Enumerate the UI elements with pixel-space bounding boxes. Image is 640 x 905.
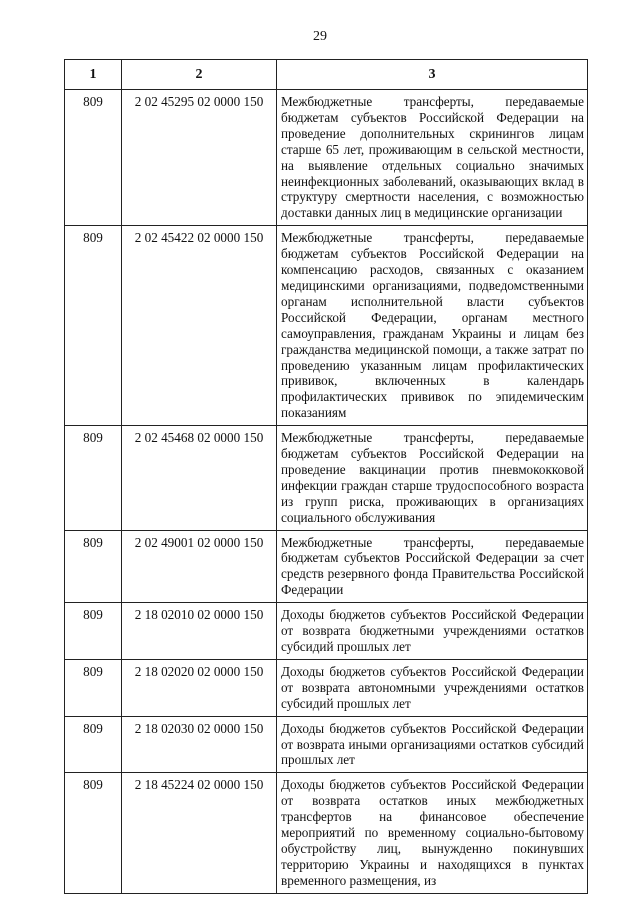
income-description: Межбюджетные трансферты, передаваемые бюджетам субъектов Российской Федерации за счет средств резервного фонда Правительства Российской Федерации — [277, 530, 588, 603]
table-row — [65, 603, 588, 660]
classification-code: 2 02 45468 02 0000 150 — [122, 426, 277, 530]
table-row — [65, 773, 588, 893]
admin-code: 809 — [65, 426, 122, 530]
income-description: Доходы бюджетов субъектов Российской Федерации от возврата иными организациями остатков субсидий прошлых лет — [277, 716, 588, 773]
admin-code: 809 — [65, 659, 122, 716]
page-number: 29 — [313, 29, 327, 44]
table-header-row — [65, 60, 588, 90]
classification-code: 2 02 45295 02 0000 150 — [122, 90, 277, 226]
header-col-2: 2 — [122, 60, 277, 90]
header-col-1: 1 — [65, 60, 122, 90]
classification-code: 2 18 02030 02 0000 150 — [122, 716, 277, 773]
classification-code: 2 18 02020 02 0000 150 — [122, 659, 277, 716]
income-description: Доходы бюджетов субъектов Российской Федерации от возврата автономными учреждениями остатков субсидий прошлых лет — [277, 659, 588, 716]
admin-code: 809 — [65, 716, 122, 773]
classification-code: 2 02 49001 02 0000 150 — [122, 530, 277, 603]
admin-code: 809 — [65, 90, 122, 226]
table-row — [65, 716, 588, 773]
income-description: Доходы бюджетов субъектов Российской Федерации от возврата остатков иных межбюджетных трансфертов на финансовое обеспечение мероприятий по временному социально-бытовому обустройству лиц, вынужденно покинувших территорию Украины и находящихся в пунктах временного размещения, из — [277, 773, 588, 893]
admin-code: 809 — [65, 603, 122, 660]
admin-code: 809 — [65, 530, 122, 603]
classification-code: 2 02 45422 02 0000 150 — [122, 226, 277, 426]
table-row — [65, 530, 588, 603]
income-description: Доходы бюджетов субъектов Российской Федерации от возврата бюджетными учреждениями остатков субсидий прошлых лет — [277, 603, 588, 660]
header-col-3: 3 — [277, 60, 588, 90]
admin-code: 809 — [65, 773, 122, 893]
income-description: Межбюджетные трансферты, передаваемые бюджетам субъектов Российской Федерации на проведение дополнительных скринингов лицам старше 65 лет, проживающим в сельской местности, на выявление отдельных социально значимых неинфекционных заболеваний, оказывающих вклад в структуру смертности населения, с возможностью доставки данных лиц в медицинские организации — [277, 90, 588, 226]
table-row — [65, 226, 588, 426]
table-row — [65, 659, 588, 716]
admin-code: 809 — [65, 226, 122, 426]
table-row — [65, 426, 588, 530]
income-description: Межбюджетные трансферты, передаваемые бюджетам субъектов Российской Федерации на компенсацию расходов, связанных с оказанием медицинскими организациями, подведомственными органам исполнительной власти субъектов Российской Федерации, органам местного самоуправления, гражданам Украины и лицам без гражданства медицинской помощи, а также затрат по проведению указанным лицам профилактических прививок, включенных в календарь профилактических прививок по эпидемическим показаниям — [277, 226, 588, 426]
classification-code: 2 18 02010 02 0000 150 — [122, 603, 277, 660]
income-description: Межбюджетные трансферты, передаваемые бюджетам субъектов Российской Федерации на проведение вакцинации против пневмококковой инфекции граждан старше трудоспособного возраста из групп риска, проживающих в организациях социального обслуживания — [277, 426, 588, 530]
classification-code: 2 18 45224 02 0000 150 — [122, 773, 277, 893]
table-row — [65, 90, 588, 226]
budget-codes-table — [64, 59, 588, 894]
